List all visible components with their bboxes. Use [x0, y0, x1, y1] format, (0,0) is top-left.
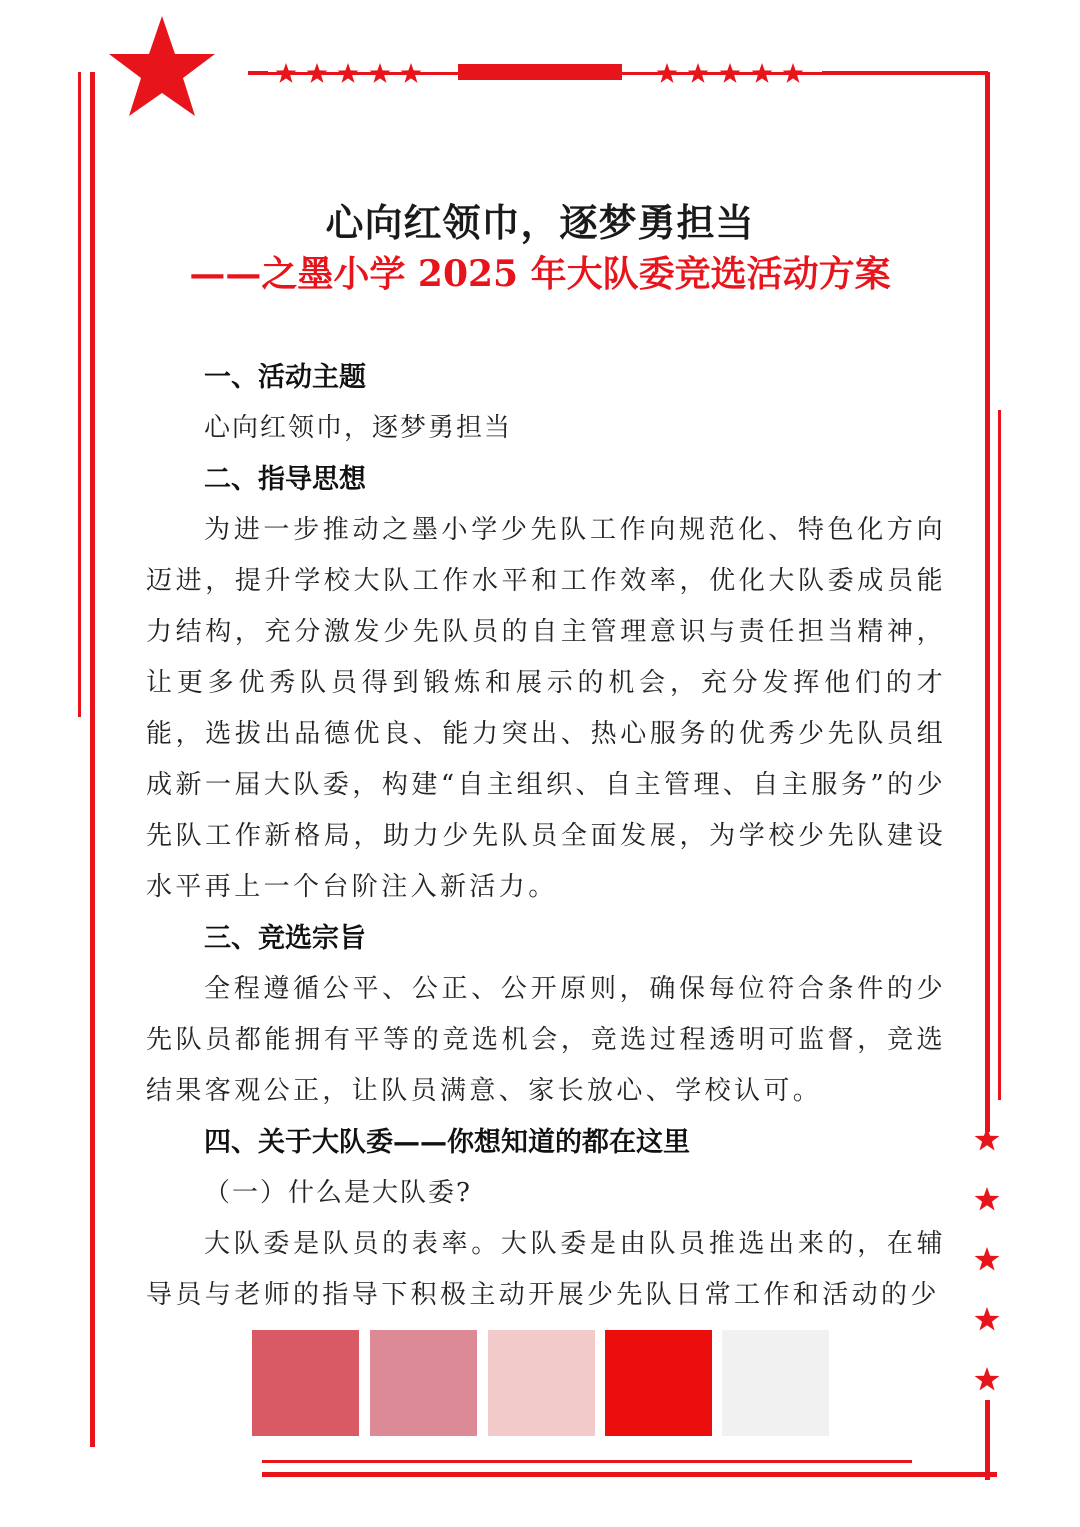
star-icon	[657, 63, 678, 83]
bottom-right-tick	[985, 1400, 990, 1480]
subheading-what-is: （一）什么是大队委?	[204, 1178, 472, 1208]
star-icon	[975, 1367, 1000, 1391]
swatch-3	[488, 1330, 595, 1436]
section-heading-about: 四、关于大队委——你想知道的都在这里	[204, 1127, 690, 1158]
page-subtitle: ——之墨小学 2025 年大队委竞选活动方案	[189, 253, 891, 295]
swatch-1	[252, 1330, 359, 1436]
bottom-line-lower	[262, 1472, 997, 1477]
star-icon	[370, 63, 391, 83]
top-line-left	[268, 72, 458, 75]
star-icon	[975, 1247, 1000, 1271]
section-heading-purpose: 三、竞选宗旨	[204, 923, 366, 954]
left-border-outer	[78, 72, 81, 717]
top-dash-left	[248, 71, 268, 75]
star-icon	[975, 1307, 1000, 1331]
star-icon	[276, 63, 297, 83]
top-line-right-outer	[822, 71, 988, 75]
right-stars	[975, 1127, 1000, 1391]
color-swatches	[252, 1330, 832, 1436]
star-icon	[401, 63, 422, 83]
bottom-line-upper	[262, 1460, 912, 1463]
swatch-4	[605, 1330, 712, 1436]
star-icon	[975, 1187, 1000, 1211]
page-title: 心向红领巾，逐梦勇担当	[325, 200, 755, 245]
section-heading-theme: 一、活动主题	[204, 362, 366, 393]
guiding-idea-text: 为进一步推动之墨小学少先队工作向规范化、特色化方向迈进，提升学校大队工作水平和工作效率，优化大队委成员能力结构，充分激发少先队员的自主管理意识与责任担当精神，让更多优秀队员得到锻炼和展示的机会，充分发挥他们的才能，选拔出品德优良、能力突出、热心服务的优秀少先队员组成新一届大队委，构建“自主组织、自主管理、自主服务”的少先队工作新格局，助力少先队员全面发展，为学校少先队建设水平再上一个台阶注入新活力。	[146, 515, 946, 902]
big-star-icon	[109, 16, 215, 116]
top-bar-center	[458, 64, 622, 80]
section-heading-guiding-idea: 二、指导思想	[204, 464, 366, 495]
star-icon	[688, 63, 709, 83]
star-icon	[783, 63, 804, 83]
purpose-text: 全程遵循公平、公正、公开原则，确保每位符合条件的少先队员都能拥有平等的竞选机会，竞选过程透明可监督，竞选结果客观公正，让队员满意、家长放心、学校认可。	[146, 974, 946, 1106]
swatch-2	[370, 1330, 477, 1436]
star-icon	[338, 63, 359, 83]
star-icon	[975, 1127, 1000, 1151]
right-border-inner	[998, 410, 1001, 1100]
swatch-5	[722, 1330, 829, 1436]
theme-text: 心向红领巾，逐梦勇担当	[204, 413, 513, 443]
star-icon	[307, 63, 328, 83]
about-text: 大队委是队员的表率。大队委是由队员推选出来的，在辅导员与老师的指导下积极主动开展少先队日常工作和活动的少	[146, 1229, 946, 1310]
document-body	[146, 352, 946, 1321]
star-icon	[752, 63, 773, 83]
star-icon	[720, 63, 741, 83]
